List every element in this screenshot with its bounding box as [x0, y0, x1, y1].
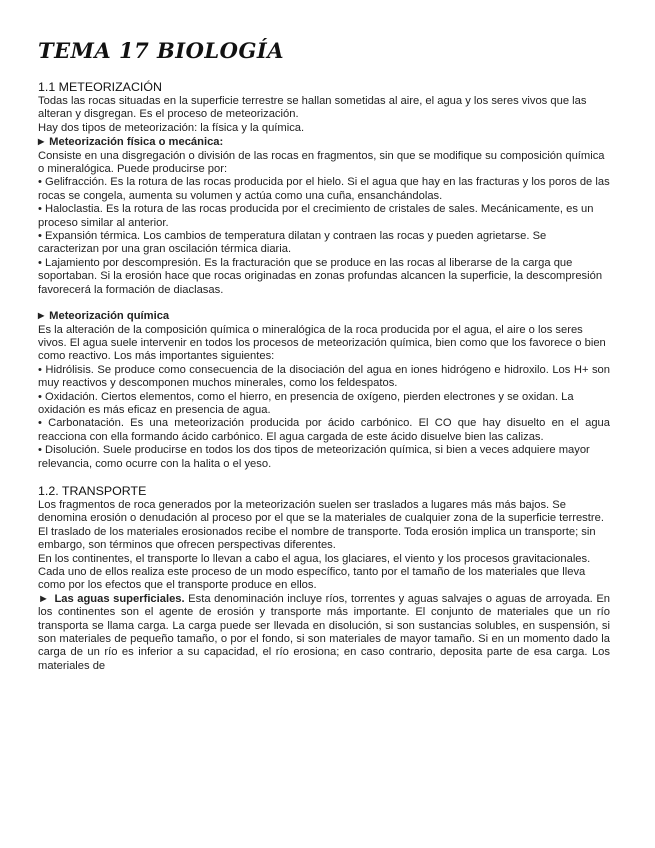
list-item: • Expansión térmica. Los cambios de temperatura dilatan y contraen las rocas y pueden agrietarse. Se caracterizan por una gran oscilación térmica diaria. [38, 230, 547, 256]
subheading-fisica [38, 135, 610, 149]
bullet-triangle-icon: ▶ [38, 311, 45, 321]
spacer [38, 471, 610, 484]
subheading-quimica [38, 309, 610, 323]
list-item: • Oxidación. Ciertos elementos, como el hierro, en presencia de oxígeno, pierden electrones y se oxidan. La oxidación es más eficaz en presencia de agua. [38, 390, 574, 416]
paragraph-aguas [38, 593, 610, 673]
bullet-triangle-icon: ▶ [38, 137, 45, 147]
paragraph-transporte-1: Los fragmentos de roca generados por la meteorización suelen ser traslados a lugares más más bajos. Se denomina erosión o denudación al proceso por el que se la materiales de cualquier zona de la superficie terrestre. [38, 498, 604, 525]
paragraph-transporte-3: En los continentes, el transporte lo llevan a cabo el agua, los glaciares, el viento y los procesos gravitacionales. Cada uno de ellos realiza este proceso de un modo específico, tanto por el tamaño de los materiales que lleva como por los efectos que el transporte produce en ellos. [38, 552, 591, 592]
paragraph-types: Hay dos tipos de meteorización: la física y la química. [38, 121, 305, 134]
paragraph-transporte-2: El traslado de los materiales erosionados recibe el nombre de transporte. Toda erosión implica un transporte; sin embargo, son términos que ofrecen perspectivas diferentes. [38, 525, 596, 552]
list-item: • Carbonatación. Es una meteorización producida por ácido carbónico. El CO que hay disuelto en el agua reacciona con ella formando ácido carbónico. El agua cargada de este ácido disuelve bien las calizas. [38, 417, 610, 443]
list-item: • Lajamiento por descompresión. Es la fracturación que se produce en las rocas al liberarse de la carga que soportaban. Si la erosión hace que rocas originadas en zonas profundas alcancen la superficie, la descompresión favorecerá la formación de diaclasas. [38, 256, 603, 296]
paragraph-fisica-def: Consiste en una disgregación o división de las rocas en fragmentos, sin que se modifique su composición química o mineralógica. Puede producirse por: [38, 149, 605, 176]
aguas-text: Esta denominación incluye ríos, torrentes y aguas salvajes o aguas de arroyada. En los continentes son el agente de erosión y transporte más importante. El conjunto de materiales que un río transporta se llama carga. La carga puede ser llevada en disolución, si son sustancias solubles, en suspensión, si son materiales de pequeño tamaño, o por el fondo, si son materiales de mayor tamaño. Si en un momento dado la carga de un río es inferior a su capacidad, el río erosiona; en caso contrario, deposita parte de esa carga. Los materiales de [38, 592, 610, 672]
list-item: • Hidrólisis. Se produce como consecuencia de la disociación del agua en iones hidrógeno e hidroxilo. Los H+ son muy reactivos y descomponen muchos minerales, como los feldespatos. [38, 363, 610, 390]
subheading-quimica-label: Meteorización química [49, 310, 170, 323]
paragraph-quimica-def: Es la alteración de la composición química o mineralógica de la roca producida por el agua, el aire o los seres vivos. El agua suele intervenir en todos los procesos de meteorización química, bien como que los favorece o bien como reactivo. Los más importantes siguientes: [38, 323, 606, 363]
list-item: • Gelifracción. Es la rotura de las rocas producida por el hielo. Si el agua que hay en las fracturas y los poros de las rocas se congela, aumenta su volumen y actúa como una cuña, ensanchándolas. [38, 176, 610, 202]
spacer [38, 297, 610, 309]
bullet-arrow-icon: ► [38, 592, 49, 605]
paragraph-intro: Todas las rocas situadas en la superficie terrestre se hallan sometidas al aire, el agua y los seres vivos que las alteran y disgregan. Es el proceso de meteorización. [38, 95, 587, 121]
list-item: • Haloclastia. Es la rotura de las rocas producida por el crecimiento de cristales de sales. Mecánicamente, es un proceso similar al anterior. [38, 203, 594, 229]
document-body [38, 80, 610, 673]
page-title: TEMA 17 BIOLOGÍA [38, 38, 284, 63]
subheading-fisica-label: Meteorización física o mecánica: [49, 136, 224, 149]
section-heading-transporte: 1.2. TRANSPORTE [38, 483, 147, 498]
section-heading-meteorizacion: 1.1 METEORIZACIÓN [38, 80, 162, 94]
aguas-heading: Las aguas superficiales. [54, 592, 185, 605]
list-item: • Disolución. Suele producirse en todos los dos tipos de meteorización química, si bien a veces adquiere mayor relevancia, como ocurre con la halita o el yeso. [38, 444, 590, 470]
